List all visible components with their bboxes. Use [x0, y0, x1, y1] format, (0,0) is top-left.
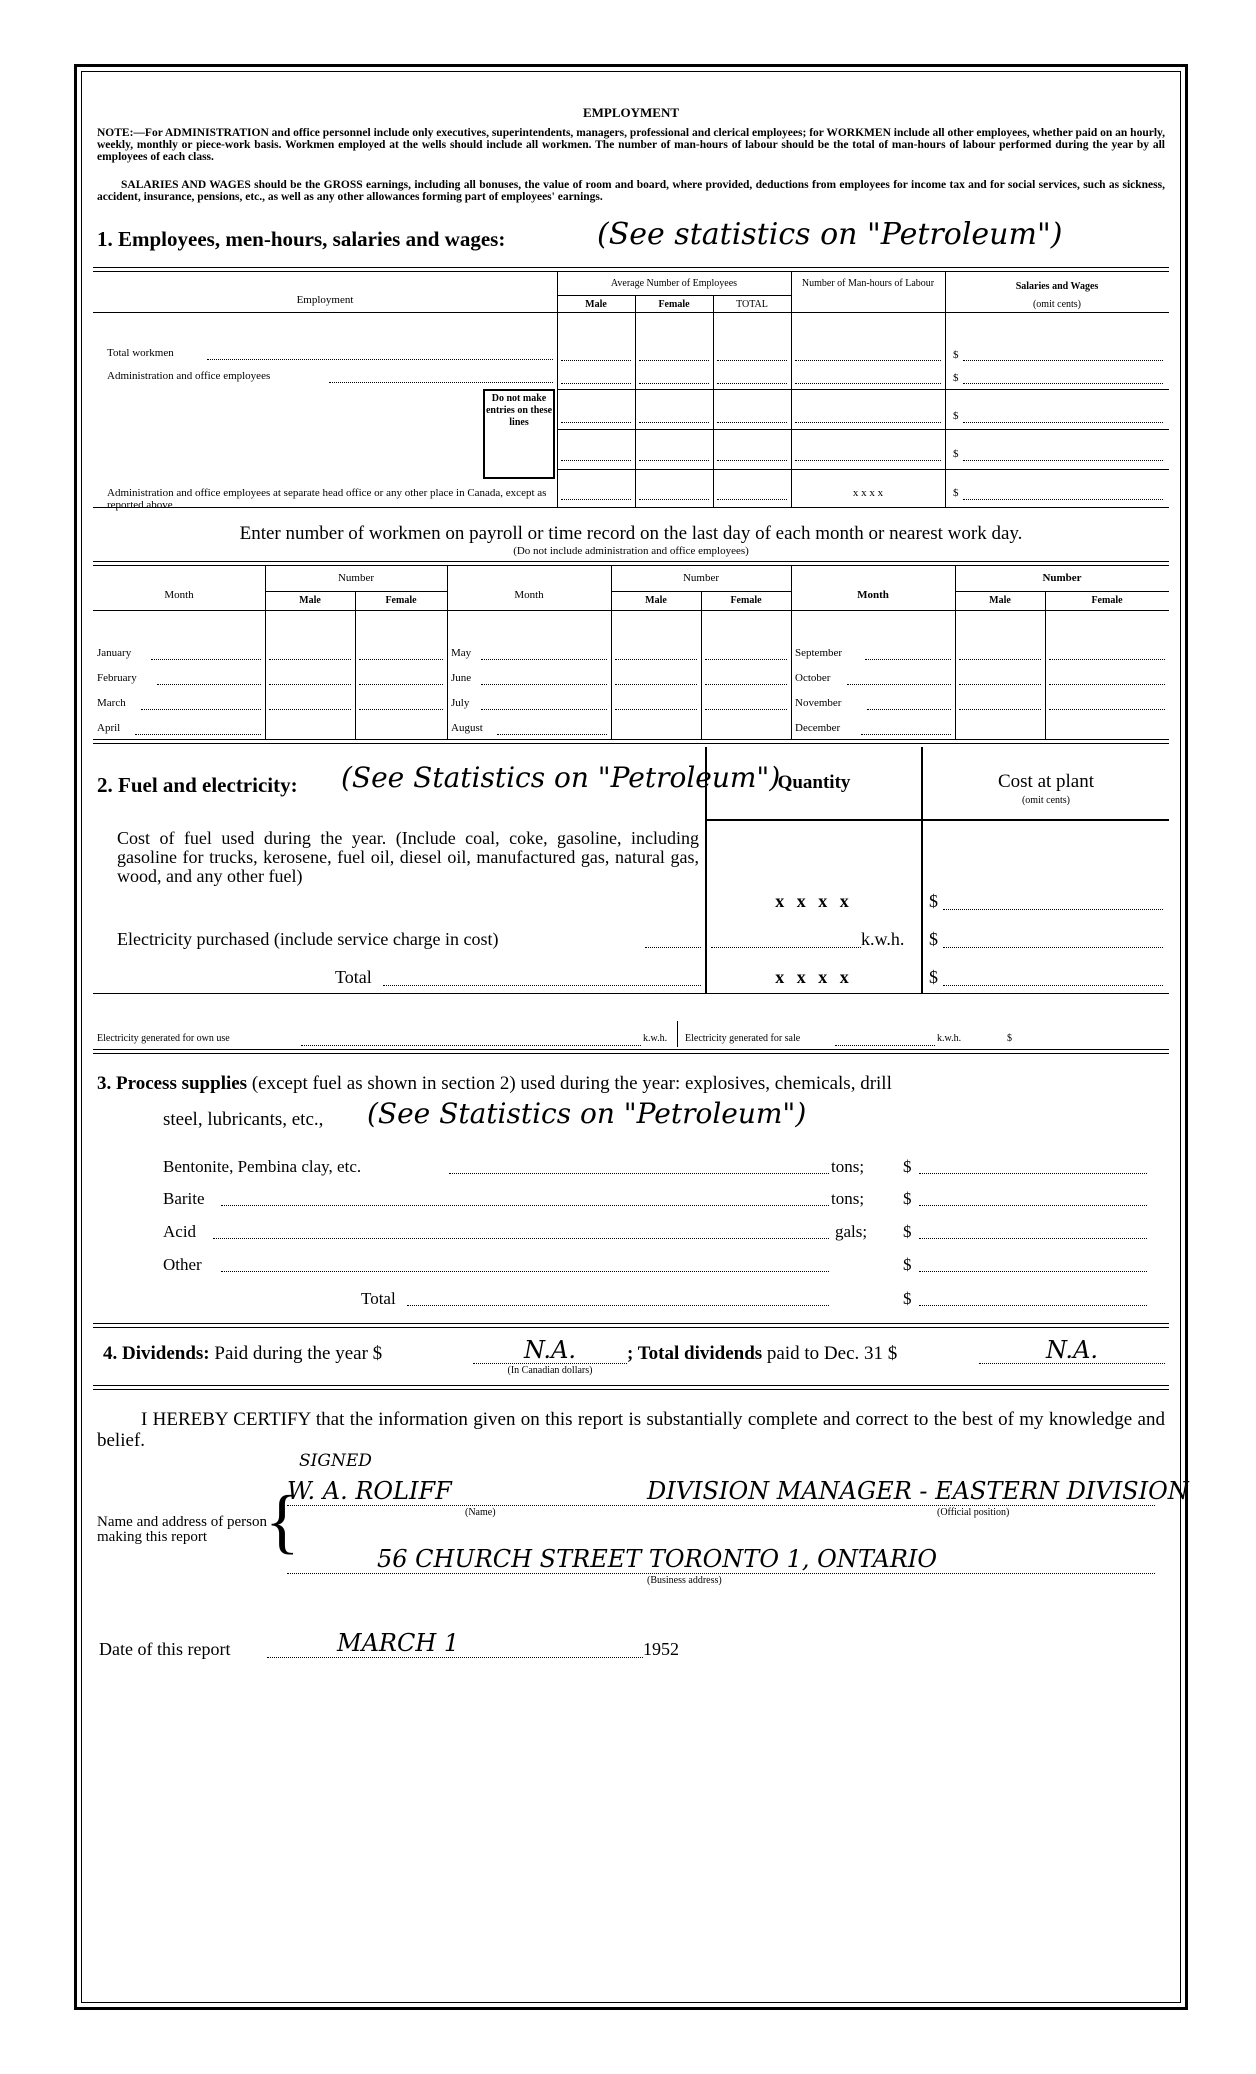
entry-total-admin[interactable] — [717, 383, 787, 384]
entry-salaries-admin[interactable] — [963, 383, 1163, 384]
kwh-unit: k.w.h. — [861, 929, 905, 949]
gen-sale-label: Electricity generated for sale — [685, 1033, 801, 1044]
col-total: TOTAL — [736, 299, 768, 310]
month-label: November — [795, 697, 842, 709]
payroll-heading: Enter number of workmen on payroll or time record on the last day of each month or nearest work day. — [239, 523, 1023, 544]
total-dividends-line — [627, 1343, 897, 1365]
xxxx-marker: x x x x — [775, 967, 853, 987]
p-hline — [93, 610, 1169, 611]
entry-total-workmen[interactable] — [717, 360, 787, 361]
xxxx-marker: x x x x — [852, 487, 884, 499]
dot-leader — [213, 1238, 829, 1239]
entry-payroll[interactable] — [705, 659, 787, 660]
supply-unit: tons; — [831, 1157, 865, 1176]
dollar-sign: $ — [953, 372, 959, 384]
position-value: DIVISION MANAGER - EASTERN DIVISION — [647, 1477, 1189, 1505]
entry-supply-cost[interactable] — [919, 1173, 1147, 1174]
section4-heading: 4. Dividends: — [103, 1343, 210, 1364]
total-dividends-label: ; Total dividends — [627, 1343, 763, 1364]
p-vline — [701, 591, 702, 739]
col-number-1: Number — [337, 572, 375, 584]
s2-vline — [677, 1021, 678, 1047]
entry-payroll[interactable] — [269, 659, 351, 660]
entry-salaries-head-office[interactable] — [963, 499, 1163, 500]
section3-intro2: steel, lubricants, etc., — [163, 1109, 324, 1130]
section2-heading: 2. Fuel and electricity: — [97, 773, 298, 797]
entry-blocked — [963, 422, 1163, 423]
dot-leader — [141, 709, 261, 710]
col-male: Male — [585, 299, 607, 310]
total-dividends-value[interactable]: N.A. — [979, 1337, 1165, 1364]
dot-leader — [835, 1045, 935, 1046]
s3-bottom-rule — [93, 1323, 1169, 1328]
supply-unit: tons; — [831, 1189, 865, 1208]
dollar-sign: $ — [929, 967, 938, 987]
dot-leader — [481, 659, 607, 660]
p-hline — [955, 591, 1169, 592]
certification-statement: I HEREBY CERTIFY that the information given on this report is substantially complete and correct to the best of my knowledge and belief. — [97, 1409, 1165, 1451]
entry-manhours-admin[interactable] — [795, 383, 941, 384]
month-label: January — [97, 647, 132, 659]
supply-label: Bentonite, Pembina clay, etc. — [163, 1157, 362, 1176]
p-vline — [355, 591, 356, 739]
entry-blocked — [561, 422, 631, 423]
form-page — [74, 64, 1188, 2010]
name-position-line[interactable] — [287, 1477, 1189, 1506]
dollar-sign: $ — [903, 1222, 912, 1241]
col-male-3: Male — [989, 595, 1011, 606]
dot-leader — [861, 734, 951, 735]
xxxx-marker: x x x x — [775, 891, 853, 911]
section1-top-rule — [93, 267, 1169, 272]
dot-leader — [157, 684, 261, 685]
section3-intro-line — [97, 1073, 892, 1095]
employment-note: NOTE:—For ADMINISTRATION and office personnel include only executives, superintendents, managers, professional and clerical employees; for WORKMEN include all other employees, whether paid on an hourly, weekly, monthly or piece-work basis. Workmen employed at the wells should include all workmen. The number of man-hours of labour should be the total of man-hours of labour performed during the year by all employees of each class. — [97, 127, 1165, 163]
kwh-unit: k.w.h. — [643, 1033, 668, 1044]
fuel-total-label: Total — [335, 967, 372, 987]
col-female: Female — [658, 299, 690, 310]
signed-label: SIGNED — [299, 1451, 372, 1471]
currency-note: (In Canadian dollars) — [507, 1365, 593, 1376]
dot-leader — [383, 985, 701, 986]
position-caption: (Official position) — [937, 1507, 1010, 1518]
name-caption: (Name) — [465, 1507, 496, 1518]
section1-handwritten-note: (See statistics on "Petroleum") — [597, 217, 1063, 252]
entry-payroll[interactable] — [705, 684, 787, 685]
entry-blocked — [963, 460, 1163, 461]
address-value: 56 CHURCH STREET TORONTO 1, ONTARIO — [377, 1545, 938, 1573]
supply-label: Other — [163, 1255, 202, 1274]
section3-handwritten-note: (See Statistics on "Petroleum") — [367, 1097, 807, 1130]
entry-supply-cost[interactable] — [919, 1238, 1147, 1239]
dollar-sign: $ — [929, 929, 938, 949]
col-month-2: Month — [514, 589, 544, 601]
dollar-sign: $ — [953, 487, 959, 499]
date-label: Date of this report — [99, 1639, 231, 1659]
dollar-sign: $ — [903, 1255, 912, 1274]
entry-blocked — [717, 422, 787, 423]
section1-heading: 1. Employees, men-hours, salaries and wages: — [97, 227, 506, 251]
row-admin: Administration and office employees — [107, 370, 271, 382]
entry-payroll[interactable] — [359, 709, 443, 710]
section3-heading: 3. Process supplies — [97, 1073, 248, 1094]
entry-payroll[interactable] — [615, 659, 697, 660]
fuel-description — [117, 829, 699, 886]
supply-label: Acid — [163, 1222, 197, 1241]
payroll-subheading: (Do not include administration and office employees) — [513, 545, 749, 557]
month-label: May — [451, 647, 472, 659]
dot-leader — [151, 659, 261, 660]
gen-own-label: Electricity generated for own use — [97, 1033, 230, 1044]
salaries-note: SALARIES AND WAGES should be the GROSS earnings, including all bonuses, the value of room and board, where provided, deductions from employees for income tax and for social services, such as sickness, accident, insurance, pensions, etc., as well as any other allowances forming part of employees' earnings. — [97, 179, 1165, 203]
entry-female-workmen[interactable] — [639, 360, 709, 361]
entry-supply-cost[interactable] — [919, 1271, 1147, 1272]
month-label: March — [97, 697, 126, 709]
dot-leader — [449, 1173, 829, 1174]
col-salaries: Salaries and Wages — [1015, 281, 1099, 292]
entry-supply-total[interactable] — [919, 1305, 1147, 1306]
dollar-sign: $ — [903, 1157, 912, 1176]
entry-total-head-office[interactable] — [717, 499, 787, 500]
col-cost-at-plant: Cost at plant — [997, 771, 1095, 792]
entry-electricity-qty[interactable] — [711, 947, 861, 948]
entry-male-admin[interactable] — [561, 383, 631, 384]
dot-leader — [645, 947, 701, 948]
supply-unit: gals; — [835, 1222, 868, 1241]
dot-leader — [407, 1305, 829, 1306]
month-label: October — [795, 672, 831, 684]
col-number-2: Number — [682, 572, 720, 584]
row-head-office: Administration and office employees at separate head office or any other place in Canada, except as reported above — [107, 487, 547, 511]
col-female-1: Female — [385, 595, 417, 606]
entry-blocked — [795, 422, 941, 423]
s2-hline — [93, 993, 1169, 994]
s1-bottom-rule — [93, 507, 1169, 508]
dollar-sign: $ — [953, 448, 959, 460]
s1-hline — [557, 389, 1169, 390]
form-title: EMPLOYMENT — [582, 105, 680, 120]
supply-total-label: Total — [361, 1289, 396, 1308]
dividends-line — [103, 1343, 382, 1365]
entry-payroll[interactable] — [269, 709, 351, 710]
dot-leader — [481, 709, 607, 710]
s1-hline — [557, 295, 791, 296]
entry-fuel-total[interactable] — [943, 985, 1163, 986]
month-label: August — [451, 722, 483, 734]
do-not-make-entries-box: Do not make entries on these lines — [483, 389, 555, 479]
entry-fuel-cost[interactable] — [943, 909, 1163, 910]
s1-hline — [557, 429, 1169, 430]
date-value[interactable]: MARCH 1 — [267, 1629, 643, 1658]
entry-payroll[interactable] — [615, 709, 697, 710]
entry-female-admin[interactable] — [639, 383, 709, 384]
col-month-3: Month — [857, 589, 889, 601]
dollar-sign: $ — [929, 891, 938, 911]
col-number-3: Number — [1042, 572, 1082, 584]
dollar-sign: $ — [1007, 1033, 1012, 1044]
dot-leader — [135, 734, 261, 735]
col-avg-employees: Average Number of Employees — [610, 278, 738, 289]
electricity-label: Electricity purchased (include service charge in cost) — [117, 929, 499, 949]
entry-payroll[interactable] — [615, 684, 697, 685]
col-female-2: Female — [730, 595, 762, 606]
entry-blocked — [639, 422, 709, 423]
month-label: July — [451, 697, 470, 709]
report-year: 1952 — [643, 1639, 679, 1659]
entry-male-workmen[interactable] — [561, 360, 631, 361]
dollar-sign: $ — [903, 1189, 912, 1208]
entry-payroll[interactable] — [1049, 659, 1165, 660]
entry-blocked — [795, 460, 941, 461]
dividends-paid-value[interactable]: N.A. — [473, 1337, 627, 1364]
dividends-paid-text: Paid during the year $ — [214, 1343, 383, 1364]
section2-handwritten-note: (See Statistics on "Petroleum") — [341, 761, 781, 794]
supply-label: Barite — [163, 1189, 205, 1208]
entry-payroll[interactable] — [959, 659, 1041, 660]
dot-leader — [329, 382, 553, 383]
entry-female-head-office[interactable] — [639, 499, 709, 500]
dot-leader — [497, 734, 607, 735]
address-caption: (Business address) — [647, 1575, 722, 1586]
dot-leader — [221, 1271, 829, 1272]
month-label: June — [451, 672, 472, 684]
kwh-unit: k.w.h. — [937, 1033, 962, 1044]
entry-blocked — [717, 460, 787, 461]
payroll-bottom-rule — [93, 739, 1169, 744]
entry-manhours-workmen[interactable] — [795, 360, 941, 361]
section3-intro: (except fuel as shown in section 2) used during the year: explosives, chemicals, drill — [251, 1073, 892, 1094]
col-man-hours: Number of Man-hours of Labour — [801, 278, 935, 289]
s1-vline — [635, 295, 636, 507]
entry-salaries-workmen[interactable] — [963, 360, 1163, 361]
s1-hline — [557, 469, 1169, 470]
dot-leader — [865, 659, 951, 660]
month-label: December — [795, 722, 841, 734]
col-male-2: Male — [645, 595, 667, 606]
col-month-1: Month — [164, 589, 194, 601]
entry-supply-cost[interactable] — [919, 1205, 1147, 1206]
dollar-sign: $ — [953, 349, 959, 361]
dot-leader — [221, 1205, 829, 1206]
month-label: April — [97, 722, 121, 734]
col-quantity: Quantity — [777, 772, 851, 793]
dot-leader — [867, 709, 951, 710]
p-vline — [1045, 591, 1046, 739]
dot-leader — [481, 684, 607, 685]
address-line[interactable] — [287, 1545, 1155, 1574]
col-omit-cents: (omit cents) — [1032, 299, 1082, 310]
bracket-glyph: { — [265, 1481, 300, 1561]
entry-payroll[interactable] — [705, 709, 787, 710]
month-label: September — [795, 647, 843, 659]
entry-payroll[interactable] — [1049, 684, 1165, 685]
entry-payroll[interactable] — [269, 684, 351, 685]
col-male-1: Male — [299, 595, 321, 606]
entry-payroll[interactable] — [1049, 709, 1165, 710]
dollar-sign: $ — [953, 410, 959, 422]
name-value: W. A. ROLIFF — [287, 1477, 452, 1505]
p-hline — [611, 591, 791, 592]
dollar-sign: $ — [903, 1289, 912, 1308]
dot-leader — [301, 1045, 641, 1046]
p-hline — [265, 591, 447, 592]
entry-male-head-office[interactable] — [561, 499, 631, 500]
s4-bottom-rule — [93, 1385, 1169, 1390]
entry-payroll[interactable] — [359, 659, 443, 660]
entry-payroll[interactable] — [959, 684, 1041, 685]
s2-hline — [707, 819, 1169, 821]
total-dividends-text: paid to Dec. 31 $ — [766, 1343, 898, 1364]
dot-leader — [207, 359, 553, 360]
col-female-3: Female — [1091, 595, 1123, 606]
col-omit-cents: (omit cents) — [1021, 795, 1071, 806]
name-address-label: Name and address of person making this report — [97, 1514, 267, 1545]
month-label: February — [97, 672, 137, 684]
s2-bottom-rule — [93, 1049, 1169, 1054]
fuel-description-text: Cost of fuel used during the year. (Include coal, coke, gasoline, including gasoline for trucks, kerosene, fuel oil, diesel oil, manufactured gas, natural gas, wood, and any other fuel) — [117, 828, 699, 886]
entry-blocked — [561, 460, 631, 461]
entry-payroll[interactable] — [359, 684, 443, 685]
s1-hline — [93, 312, 1169, 313]
dot-leader — [847, 684, 951, 685]
col-employment: Employment — [296, 294, 354, 306]
entry-payroll[interactable] — [959, 709, 1041, 710]
s1-vline — [713, 295, 714, 507]
entry-electricity-cost[interactable] — [943, 947, 1163, 948]
entry-blocked — [639, 460, 709, 461]
payroll-top-rule — [93, 561, 1169, 566]
row-total-workmen: Total workmen — [107, 347, 174, 359]
